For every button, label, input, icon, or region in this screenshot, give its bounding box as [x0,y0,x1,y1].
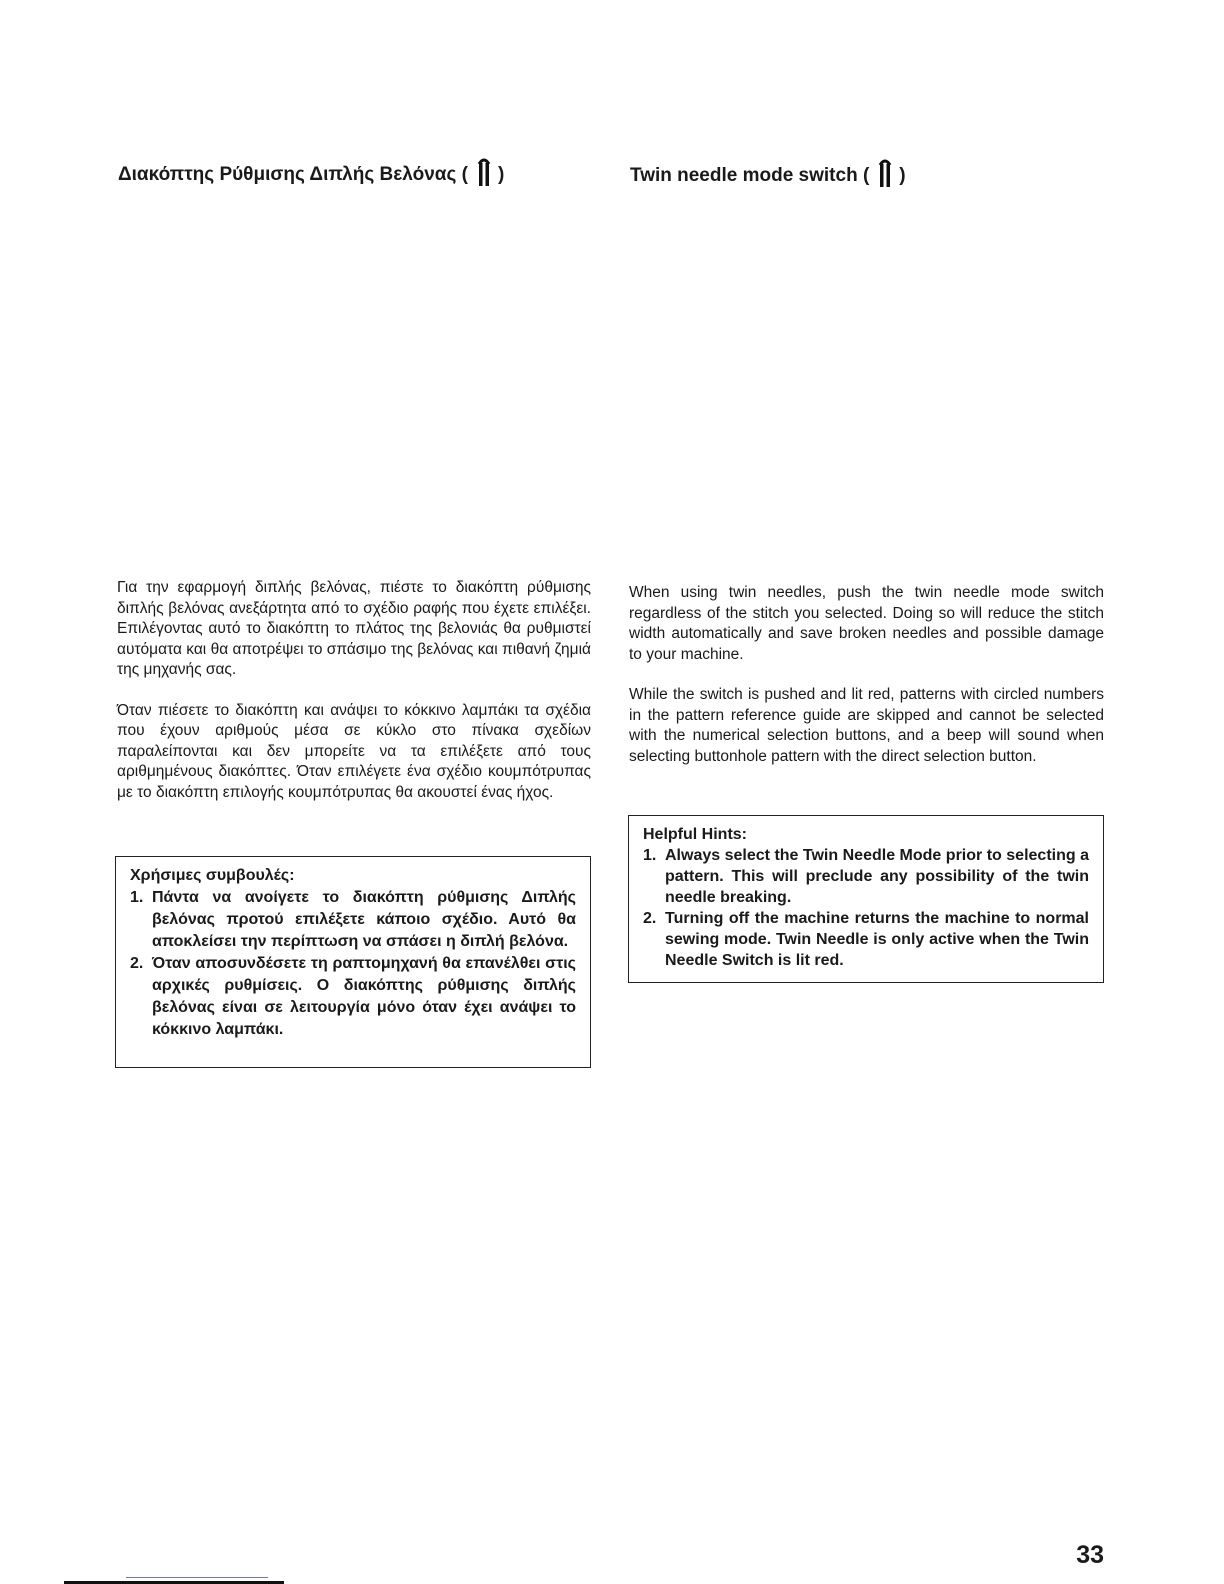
list-item: 2. Turning off the machine returns the machine to normal sewing mode. Twin Needle is only active when the Twin Needle Switch is lit red. [643,910,1089,969]
greek-hints-box [115,856,591,1068]
greek-heading [118,160,504,190]
greek-heading-text: Διακόπτης Ρύθμισης Διπλής Βελόνας ( [118,164,468,185]
greek-hints-list [130,887,576,1041]
greek-body [117,578,591,803]
twin-needle-icon [476,156,492,186]
english-hints-title: Helpful Hints: [643,826,747,843]
english-body [629,583,1104,767]
english-heading-text: Twin needle mode switch ( [630,165,870,186]
bottom-rule-accent [126,1577,268,1578]
english-hints-box [628,815,1104,983]
greek-paragraph-1: Για την εφαρμογή διπλής βελόνας, πιέστε το διακόπτη ρύθμισης διπλής βελόνας ανεξάρτητα από το σχέδιο ραφής που έχετε επιλέξει. Επιλέγοντας αυτό το διακόπτη το πλάτος της βελονιάς θα ρυθμιστεί αυτόματα και θα αποτρέψει το σπάσιμο της βελόνας και πιθανή ζημιά της μηχανής σας. [117,579,591,678]
greek-heading-close: ) [497,164,505,185]
english-heading-close: ) [899,165,906,186]
list-item: 1. Πάντα να ανοίγετε το διακόπτη ρύθμισης Διπλής βελόνας προτού επιλέξετε κάποιο σχέδιο. Αυτό θα αποκλείσει την περίπτωση να σπάσει η διπλή βελόνα. [130,889,576,950]
english-heading [630,161,906,191]
twin-needle-icon [877,157,893,187]
greek-paragraph-2: Όταν πιέσετε το διακόπτη και ανάψει το κόκκινο λαμπάκι τα σχέδια που έχουν αριθμούς μέσα σε κύκλο στο πίνακα σχεδίων παραλείπονται και δεν μπορείτε να τα επιλέξετε από τους αριθμημένους διακόπτες. Όταν επιλέγετε ένα σχέδιο κουμπότρυπας με το διακόπτη επιλογής κουμπότρυπας θα ακουστεί ένας ήχος. [117,701,591,801]
english-hints-list [643,845,1089,971]
english-paragraph-2: While the switch is pushed and lit red, patterns with circled numbers in the pattern reference guide are skipped and cannot be selected with the numerical selection buttons, and a beep will sound when selecting buttonhole pattern with the direct selection button. [629,686,1104,765]
english-paragraph-1: When using twin needles, push the twin needle mode switch regardless of the stitch you selected. Doing so will reduce the stitch width automatically and save broken needles and possible damage to your machine. [629,584,1104,663]
list-item: 1. Always select the Twin Needle Mode prior to selecting a pattern. This will preclude any possibility of the twin needle breaking. [643,847,1089,906]
page-number: 33 [1076,1541,1104,1569]
greek-hints-title: Χρήσιμες συμβουλές: [130,867,295,884]
list-item: 2. Όταν αποσυνδέσετε τη ραπτομηχανή θα επανέλθει στις αρχικές ρυθμίσεις. Ο διακόπτης ρύθμισης διπλής βελόνας είναι σε λειτουργία μόνο όταν έχει ανάψει το κόκκινο λαμπάκι. [130,955,576,1038]
